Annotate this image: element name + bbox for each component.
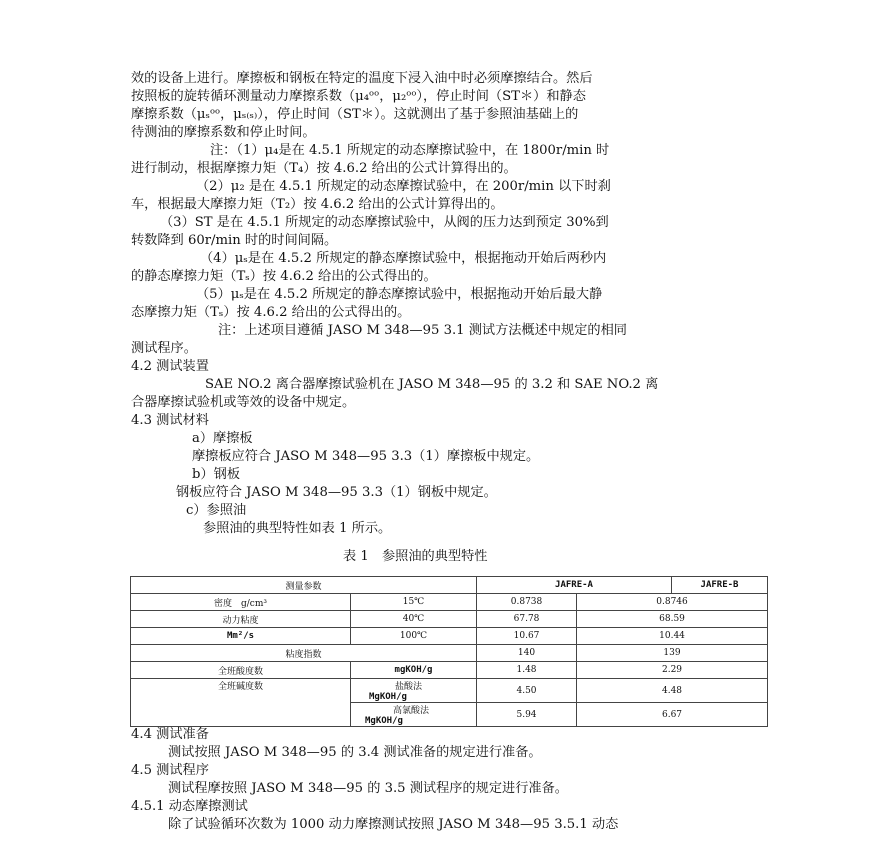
note-line: 注：（1）μ₄是在 4.5.1 所规定的动态摩擦试验中，在 1800r/min 时: [210, 143, 610, 158]
section-heading: 4.5.1 动态摩擦测试: [131, 799, 248, 814]
text-line: 进行制动，根据摩擦力矩（T₄）按 4.6.2 给出的公式计算得出的。: [131, 161, 517, 176]
table-cell: 粘度指数: [131, 645, 477, 662]
table-cell: 5.94: [477, 703, 577, 727]
text-line: 测试程摩按照 JASO M 348—95 的 3.5 测试程序的规定进行准备。: [168, 781, 568, 796]
text-line: 参照油的典型特性如表 1 所示。: [203, 521, 392, 536]
text-line: 测试按照 JASO M 348—95 的 3.4 测试准备的规定进行准备。: [168, 745, 542, 760]
table-row: [131, 628, 768, 645]
text-line: 效的设备上进行。摩擦板和钢板在特定的温度下浸入油中时必须摩擦结合。然后: [131, 71, 593, 86]
text-line: 按照板的旋转循环测量动力摩擦系数（μ₄ᵒᵒ，μ₂ᵒᵒ），停止时间（ST＊）和静态: [131, 89, 586, 104]
list-item-label: a）摩擦板: [192, 431, 253, 446]
table-cell: 139: [577, 645, 768, 662]
reference-oil-table: [130, 576, 768, 727]
text-line: 态摩擦力矩（Tₛ）按 4.6.2 给出的公式得出的。: [131, 305, 411, 320]
table-row: [131, 577, 768, 594]
table-cell: 4.50: [477, 679, 577, 703]
table-cell: 140: [477, 645, 577, 662]
table-cell: 100℃: [351, 628, 477, 645]
table-cell: 2.29: [577, 662, 768, 679]
table-row: [131, 662, 768, 679]
note-line: （3）ST 是在 4.5.1 所规定的动态摩擦试验中，从阀的压力达到预定 30%到: [160, 215, 609, 230]
table-cell: 0.8746: [577, 594, 768, 611]
note-line: （4）μₛ是在 4.5.2 所规定的静态摩擦试验中，根据拖动开始后两秒内: [200, 251, 607, 266]
table-cell: 10.67: [477, 628, 577, 645]
list-item-label: c）参照油: [186, 503, 247, 518]
table-row: [131, 679, 768, 703]
text-line: 车，根据最大摩擦力矩（T₂）按 4.6.2 给出的公式计算得出的。: [131, 197, 504, 212]
table-cell: 全班碱度数: [131, 679, 351, 727]
note-line: 注：上述项目遵循 JASO M 348—95 3.1 测试方法概述中规定的相同: [218, 323, 627, 338]
table-cell: 动力粘度: [131, 611, 351, 628]
table-cell: 4.48: [577, 679, 768, 703]
table-cell: 10.44: [577, 628, 768, 645]
table-row: [131, 645, 768, 662]
text-line: SAE NO.2 离合器摩擦试验机在 JASO M 348—95 的 3.2 和 SAE NO.2 离: [205, 377, 659, 392]
section-heading: 4.4 测试准备: [131, 727, 209, 742]
table-cell: 68.59: [577, 611, 768, 628]
text-line: 摩擦板应符合 JASO M 348—95 3.3（1）摩擦板中规定。: [192, 449, 540, 464]
section-heading: 4.2 测试装置: [131, 359, 209, 374]
text-line: 摩擦系数（μₛᵒᵒ，μₛ₍ₛ₎），停止时间（ST＊）。这就测出了基于参照油基础上的: [131, 107, 579, 122]
table-cell: 1.48: [477, 662, 577, 679]
table-cell: 测量参数: [131, 577, 477, 594]
table-cell: 40℃: [351, 611, 477, 628]
list-item-label: b）钢板: [192, 467, 241, 482]
table-cell: Mm²/s: [131, 628, 351, 645]
text-line: 除了试验循环次数为 1000 动力摩擦测试按照 JASO M 348—95 3.5.1 动态: [168, 817, 619, 832]
section-heading: 4.3 测试材料: [131, 413, 209, 428]
table-cell: 67.78: [477, 611, 577, 628]
table-cell: 6.67: [577, 703, 768, 727]
text-line: 测试程序。: [131, 341, 197, 356]
text-line: 待测油的摩擦系数和停止时间。: [131, 125, 316, 140]
table-row: [131, 611, 768, 628]
table-cell: 全班酸度数: [131, 662, 351, 679]
unit-label: MgKOH/g: [365, 716, 403, 726]
note-line: （5）μₛ是在 4.5.2 所规定的静态摩擦试验中，根据拖动开始后最大静: [196, 287, 603, 302]
table-caption: 表 1 参照油的典型特性: [343, 549, 488, 564]
method-label: 高氯酸法: [393, 706, 430, 716]
note-line: （2）μ₂ 是在 4.5.1 所规定的动态摩擦试验中，在 200r/min 以下时刹: [196, 179, 611, 194]
section-heading: 4.5 测试程序: [131, 763, 209, 778]
unit-label: MgKOH/g: [369, 692, 407, 702]
table-cell: JAFRE-B: [672, 577, 768, 594]
text-line: 钢板应符合 JASO M 348—95 3.3（1）钢板中规定。: [176, 485, 497, 500]
text-line: 的静态摩擦力矩（Tₛ）按 4.6.2 给出的公式得出的。: [131, 269, 437, 284]
table-cell: 0.8738: [477, 594, 577, 611]
table-row: [131, 594, 768, 611]
table-cell: [351, 703, 477, 727]
table-cell: [351, 679, 477, 703]
method-label: 盐酸法: [395, 682, 423, 692]
table-cell: 密度 g/cm³: [131, 594, 351, 611]
table-cell: JAFRE-A: [477, 577, 672, 594]
text-line: 合器摩擦试验机或等效的设备中规定。: [131, 395, 356, 410]
table-cell: mgKOH/g: [351, 662, 477, 679]
text-line: 转数降到 60r/min 时的时间间隔。: [131, 233, 338, 248]
table-cell: 15℃: [351, 594, 477, 611]
